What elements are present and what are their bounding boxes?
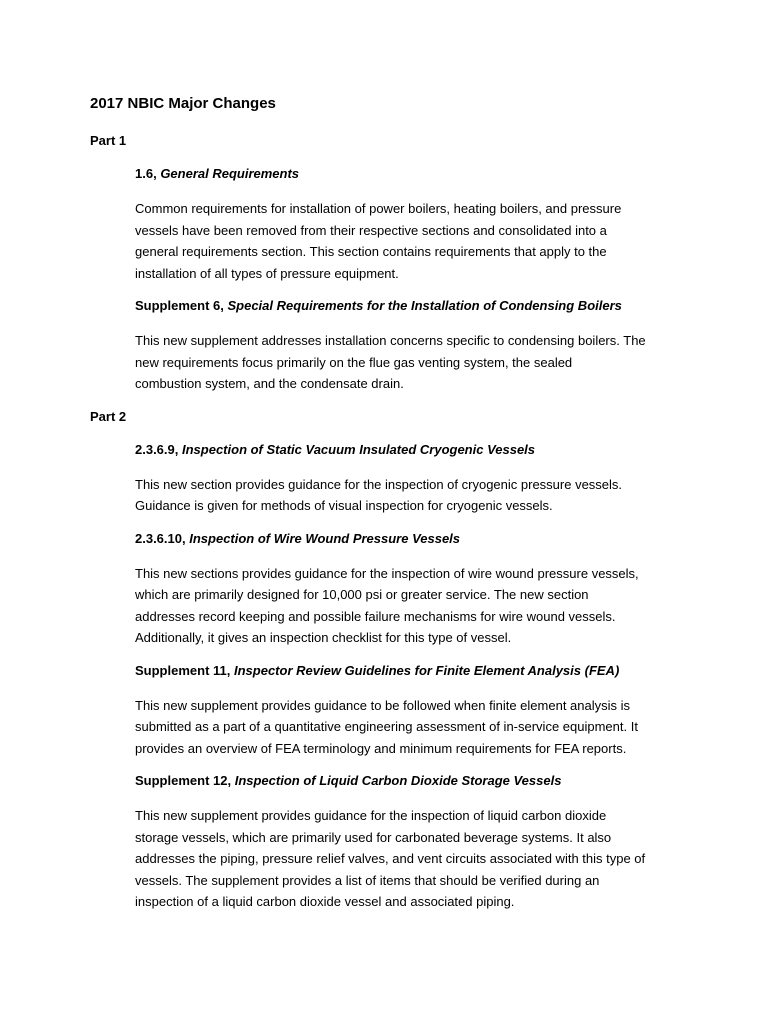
document-title: 2017 NBIC Major Changes xyxy=(90,95,276,112)
body-line: This new section provides guidance for the inspection of cryogenic pressure vessels. xyxy=(135,476,623,492)
section-1-6 xyxy=(135,165,708,284)
section-title: General Requirements xyxy=(160,166,300,181)
section-title: Inspector Review Guidelines for Finite Element Analysis (FEA) xyxy=(234,662,620,678)
body-line: submitted as a part of a quantitative engineering assessment of in-service equipment. It xyxy=(135,719,638,734)
part-1 xyxy=(90,132,708,395)
body-line: new requirements focus primarily on the flue gas venting system, the sealed xyxy=(135,354,573,370)
part-2 xyxy=(90,408,708,913)
body-line: inspection of a liquid carbon dioxide vessel and associated piping. xyxy=(135,894,515,909)
section-title: Inspection of Static Vacuum Insulated Cryogenic Vessels xyxy=(182,441,536,457)
section-number: Supplement 12, xyxy=(135,773,232,788)
body-line: storage vessels, which are primarily used for carbonated beverage systems. It also xyxy=(135,829,612,845)
section-number: 2.3.6.10, xyxy=(135,530,186,546)
part-label: Part 2 xyxy=(90,408,127,424)
section-body xyxy=(135,695,685,760)
body-line: vessels. The supplement provides a list of items that should be verified during an xyxy=(135,872,600,888)
body-line: addresses record keeping and possible failure mechanisms for wire wound vessels. xyxy=(135,608,616,624)
section-body xyxy=(135,474,685,517)
section-number: Supplement 6, xyxy=(135,298,224,313)
section-heading xyxy=(135,441,708,459)
body-line: vessels have been removed from their respective sections and consolidated into a xyxy=(135,222,607,238)
section-2-3-6-10 xyxy=(135,530,708,649)
section-heading xyxy=(135,662,708,680)
body-line: Guidance is given for methods of visual inspection for cryogenic vessels. xyxy=(135,498,553,513)
section-number: 1.6, xyxy=(135,166,157,181)
section-title: Inspection of Liquid Carbon Dioxide Storage Vessels xyxy=(234,773,562,788)
body-line: This new sections provides guidance for the inspection of wire wound pressure vessels, xyxy=(135,565,639,581)
section-number: Supplement 11, xyxy=(135,662,231,678)
section-title: Inspection of Wire Wound Pressure Vessels xyxy=(189,530,461,546)
section-body xyxy=(135,198,685,284)
section-heading xyxy=(135,530,708,548)
section-heading xyxy=(135,772,708,790)
body-line: provides an overview of FEA terminology and minimum requirements for FEA reports. xyxy=(135,740,627,756)
body-line: general requirements section. This section contains requirements that apply to the xyxy=(135,244,607,259)
body-line: This new supplement addresses installation concerns specific to condensing boilers. The xyxy=(135,333,646,348)
section-2-3-6-9 xyxy=(135,441,708,517)
body-line: installation of all types of pressure equipment. xyxy=(135,265,399,281)
body-line: addresses the piping, pressure relief valves, and vent circuits associated with this type of xyxy=(135,851,646,866)
part-label: Part 1 xyxy=(90,133,127,148)
section-title: Special Requirements for the Installation of Condensing Boilers xyxy=(227,298,622,313)
body-line: Additionally, it gives an inspection checklist for this type of vessel. xyxy=(135,630,512,645)
section-heading xyxy=(135,297,708,315)
body-line: This new supplement provides guidance for the inspection of liquid carbon dioxide xyxy=(135,808,607,823)
section-supplement-6 xyxy=(135,297,708,395)
section-body xyxy=(135,330,685,395)
body-line: Common requirements for installation of power boilers, heating boilers, and pressure xyxy=(135,201,622,216)
body-line: This new supplement provides guidance to be followed when finite element analysis is xyxy=(135,697,631,713)
section-supplement-12 xyxy=(135,772,708,913)
section-body xyxy=(135,563,685,649)
section-heading xyxy=(135,165,708,183)
section-body xyxy=(135,805,685,913)
section-supplement-11 xyxy=(135,662,708,760)
body-line: which are primarily designed for 10,000 psi or greater service. The new section xyxy=(135,587,589,602)
section-number: 2.3.6.9, xyxy=(135,441,179,457)
body-line: combustion system, and the condensate drain. xyxy=(135,376,404,391)
